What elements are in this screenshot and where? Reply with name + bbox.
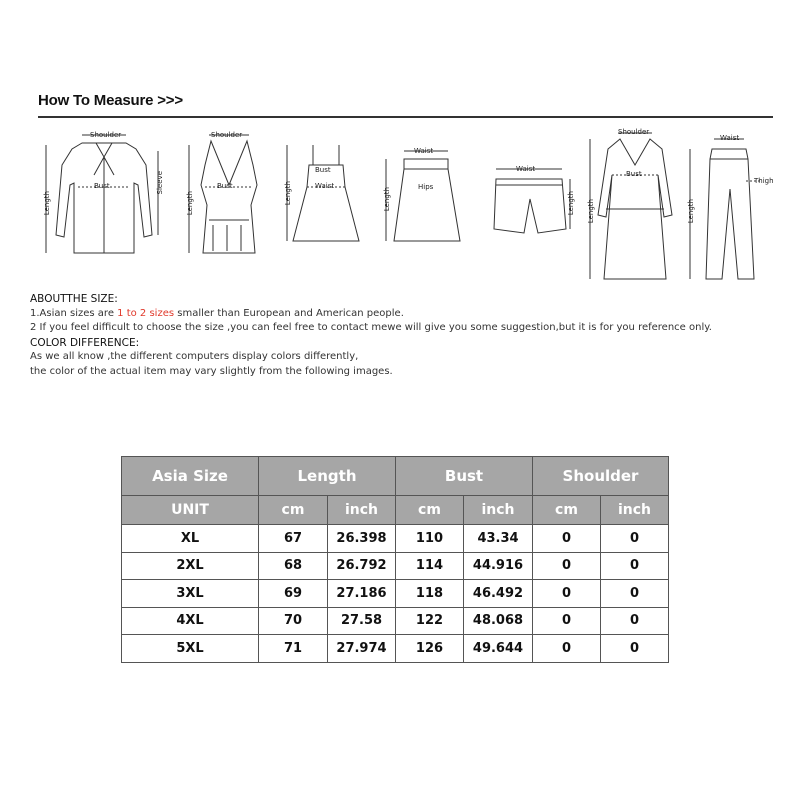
label-shoulder: Shoulder bbox=[618, 128, 650, 136]
value-cell: 43.34 bbox=[464, 525, 533, 553]
label-bust: Bust bbox=[626, 170, 642, 178]
label-bust: Bust bbox=[217, 182, 233, 190]
value-cell: 48.068 bbox=[464, 607, 533, 635]
label-waist: Waist bbox=[315, 182, 335, 190]
table-row bbox=[122, 525, 669, 553]
label-length: Length bbox=[567, 191, 575, 216]
table-row bbox=[122, 552, 669, 580]
garment-illustrations bbox=[34, 125, 774, 285]
value-cell: 122 bbox=[396, 607, 464, 635]
about-size-heading: ABOUTTHE SIZE: bbox=[30, 293, 118, 305]
label-length: Length bbox=[587, 199, 595, 224]
value-cell: 0 bbox=[601, 607, 669, 635]
value-cell: 0 bbox=[601, 635, 669, 663]
header-length: Length bbox=[259, 457, 396, 496]
value-cell: 69 bbox=[259, 580, 328, 608]
value-cell: 71 bbox=[259, 635, 328, 663]
value-cell: 0 bbox=[533, 607, 601, 635]
label-length: Length bbox=[383, 187, 391, 212]
label-bust: Bust bbox=[94, 182, 110, 190]
label-hips: Hips bbox=[418, 183, 434, 191]
unit-cell: inch bbox=[328, 496, 396, 525]
size-cell: 2XL bbox=[122, 552, 259, 580]
note-text: 1.Asian sizes are bbox=[30, 307, 118, 319]
note-line-1 bbox=[30, 307, 770, 322]
coat-icon bbox=[582, 125, 682, 285]
size-cell: XL bbox=[122, 525, 259, 553]
cami-dress-illustration bbox=[279, 125, 369, 285]
value-cell: 118 bbox=[396, 580, 464, 608]
value-cell: 49.644 bbox=[464, 635, 533, 663]
value-cell: 0 bbox=[601, 552, 669, 580]
unit-cell: cm bbox=[259, 496, 328, 525]
label-shoulder: Shoulder bbox=[211, 131, 243, 139]
note-text: smaller than European and American people. bbox=[174, 307, 404, 319]
unit-cell: inch bbox=[601, 496, 669, 525]
table-header-row bbox=[122, 457, 669, 496]
value-cell: 0 bbox=[533, 635, 601, 663]
value-cell: 26.398 bbox=[328, 525, 396, 553]
dress-icon bbox=[279, 125, 369, 285]
shorts-illustration bbox=[480, 125, 580, 285]
trousers-icon bbox=[682, 125, 774, 285]
skirt-illustration bbox=[374, 125, 474, 285]
value-cell: 68 bbox=[259, 552, 328, 580]
note-line-3: As we all know ,the different computers display colors differently, bbox=[30, 351, 359, 362]
label-thigh: Thigh bbox=[754, 177, 774, 185]
value-cell: 0 bbox=[533, 525, 601, 553]
value-cell: 27.974 bbox=[328, 635, 396, 663]
label-length: Length bbox=[43, 191, 51, 216]
vest-illustration bbox=[177, 125, 277, 285]
size-chart-table bbox=[121, 456, 669, 663]
header-shoulder: Shoulder bbox=[533, 457, 669, 496]
value-cell: 0 bbox=[533, 580, 601, 608]
value-cell: 0 bbox=[533, 552, 601, 580]
header-bust: Bust bbox=[396, 457, 533, 496]
blouse-icon bbox=[34, 125, 174, 285]
table-row bbox=[122, 580, 669, 608]
label-length: Length bbox=[186, 191, 194, 216]
label-waist: Waist bbox=[516, 165, 536, 173]
size-cell: 4XL bbox=[122, 607, 259, 635]
label-shoulder: Shoulder bbox=[90, 131, 122, 139]
table-body bbox=[122, 525, 669, 663]
value-cell: 126 bbox=[396, 635, 464, 663]
value-cell: 67 bbox=[259, 525, 328, 553]
value-cell: 27.186 bbox=[328, 580, 396, 608]
color-difference-heading: COLOR DIFFERENCE: bbox=[30, 336, 140, 349]
coat-illustration bbox=[582, 125, 682, 285]
label-waist: Waist bbox=[414, 147, 434, 155]
value-cell: 110 bbox=[396, 525, 464, 553]
page-title: How To Measure >>> bbox=[38, 92, 183, 109]
table-unit-row bbox=[122, 496, 669, 525]
value-cell: 27.58 bbox=[328, 607, 396, 635]
header-divider bbox=[38, 116, 773, 118]
how-to-measure-header bbox=[38, 90, 773, 122]
note-line-4: the color of the actual item may vary slightly from the following images. bbox=[30, 365, 393, 377]
value-cell: 46.492 bbox=[464, 580, 533, 608]
label-sleeve: Sleeve bbox=[156, 171, 164, 195]
unit-cell: UNIT bbox=[122, 496, 259, 525]
note-highlight: 1 to 2 sizes bbox=[117, 307, 175, 319]
table-row bbox=[122, 635, 669, 663]
unit-cell: inch bbox=[464, 496, 533, 525]
value-cell: 0 bbox=[601, 580, 669, 608]
table-row bbox=[122, 607, 669, 635]
label-length: Length bbox=[687, 199, 695, 224]
value-cell: 44.916 bbox=[464, 552, 533, 580]
label-bust: Bust bbox=[315, 166, 331, 174]
value-cell: 26.792 bbox=[328, 552, 396, 580]
label-length: Length bbox=[284, 181, 292, 206]
header-asia-size: Asia Size bbox=[122, 457, 259, 496]
label-waist: Waist bbox=[720, 134, 740, 142]
size-cell: 3XL bbox=[122, 580, 259, 608]
unit-cell: cm bbox=[533, 496, 601, 525]
trousers-illustration bbox=[682, 125, 774, 285]
value-cell: 114 bbox=[396, 552, 464, 580]
value-cell: 0 bbox=[601, 525, 669, 553]
shorts-icon bbox=[480, 125, 580, 285]
unit-cell: cm bbox=[396, 496, 464, 525]
value-cell: 70 bbox=[259, 607, 328, 635]
size-cell: 5XL bbox=[122, 635, 259, 663]
note-line-2: 2 If you feel difficult to choose the size ,you can feel free to contact mewe will give you some suggestion,but it is for you reference only. bbox=[30, 322, 712, 333]
size-notes bbox=[30, 292, 770, 379]
blouse-illustration bbox=[34, 125, 174, 285]
